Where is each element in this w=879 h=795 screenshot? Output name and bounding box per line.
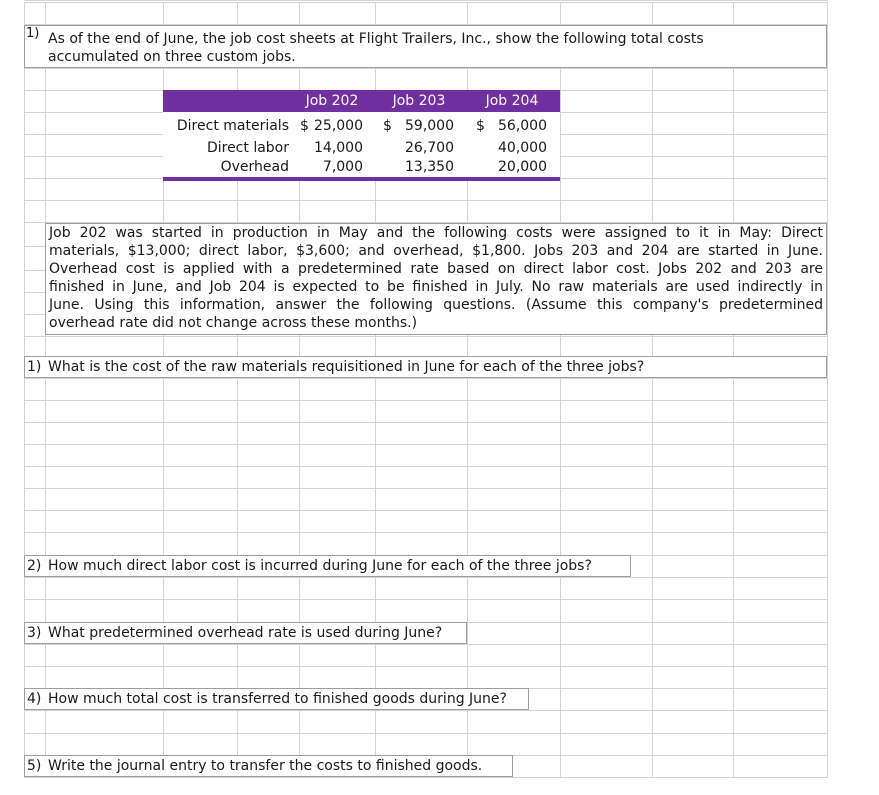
question-3-text: What predetermined overhead rate is used during June? [48,625,443,641]
currency-symbol: $ [300,118,309,134]
description-line-3: Overhead cost is applied with a predetermined rate based on direct labor cost. Jobs 202 and 203 are [49,261,823,277]
row-label-direct-materials: Direct materials [176,118,289,134]
grid-row-line [24,510,828,511]
question-2-text: How much direct labor cost is incurred during June for each of the three jobs? [48,558,592,574]
header-job-203: Job 203 [392,93,446,109]
description-line-6: overhead rate did not change across these months.) [49,315,418,331]
grid-column-line [733,2,734,777]
grid-row-line [24,68,828,69]
grid-column-line [24,2,25,777]
grid-column-line [827,2,828,777]
grid-row-line [24,422,828,423]
grid-column-line [560,2,561,777]
grid-row-line [24,400,828,401]
grid-row-line [24,710,828,711]
question-3-number: 3) [27,625,42,641]
question-5-text: Write the journal entry to transfer the costs to finished goods. [48,758,483,774]
value-job-203-overhead: 13,350 [405,159,454,175]
currency-symbol: $ [476,118,485,134]
value-job-204-materials: 56,000 [498,118,547,134]
grid-row-line [24,0,828,1]
value-job-204-overhead: 20,000 [498,159,547,175]
grid-row-line [24,532,828,533]
question-4-number: 4) [27,691,42,707]
grid-row-line [24,666,828,667]
grid-row-line [24,577,828,578]
header-job-202: Job 202 [305,93,359,109]
grid-column-line [652,2,653,777]
description-line-1: Job 202 was started in production in May and the following costs were assigned to it in May: Direct [49,225,823,241]
grid-row-line [24,599,828,600]
description-line-4: finished in June, and Job 204 is expected to be finished in July. No raw materials are used indirectly in [49,279,823,295]
value-job-202-overhead: 7,000 [322,159,363,175]
question-1-text: What is the cost of the raw materials requisitioned in June for each of the three jobs? [48,359,645,375]
row-label-direct-labor: Direct labor [206,140,289,156]
cost-table-bottom-rule [163,177,560,181]
grid-row-line [24,733,828,734]
header-job-204: Job 204 [485,93,539,109]
grid-column-line [45,2,46,777]
grid-row-line [24,336,828,337]
grid-row-line [24,644,828,645]
grid-row-line [24,777,828,778]
question-4-text: How much total cost is transferred to finished goods during June? [48,691,507,707]
question-1-number: 1) [27,359,42,375]
row-label-overhead: Overhead [220,159,289,175]
grid-row-line [24,378,828,379]
value-job-204-labor: 40,000 [498,140,547,156]
value-job-203-labor: 26,700 [405,140,454,156]
grid-row-line [24,466,828,467]
currency-symbol: $ [383,118,392,134]
value-job-202-materials: 25,000 [314,118,363,134]
grid-row-line [24,200,828,201]
question-2-number: 2) [27,558,42,574]
grid-row-line [24,488,828,489]
description-line-2: materials, $13,000; direct labor, $3,600; and overhead, $1,800. Jobs 203 and 204 are started in June. [49,243,823,259]
grid-row-line [24,444,828,445]
question-5-number: 5) [27,758,42,774]
intro-line-1: As of the end of June, the job cost sheets at Flight Trailers, Inc., show the following total costs [48,31,704,47]
value-job-202-labor: 14,000 [314,140,363,156]
value-job-203-materials: 59,000 [405,118,454,134]
intro-number: 1) [26,26,40,41]
intro-line-2: accumulated on three custom jobs. [48,49,296,65]
grid-row-line [24,2,828,3]
description-line-5: June. Using this information, answer the following questions. (Assume this company's predetermined [49,297,823,313]
